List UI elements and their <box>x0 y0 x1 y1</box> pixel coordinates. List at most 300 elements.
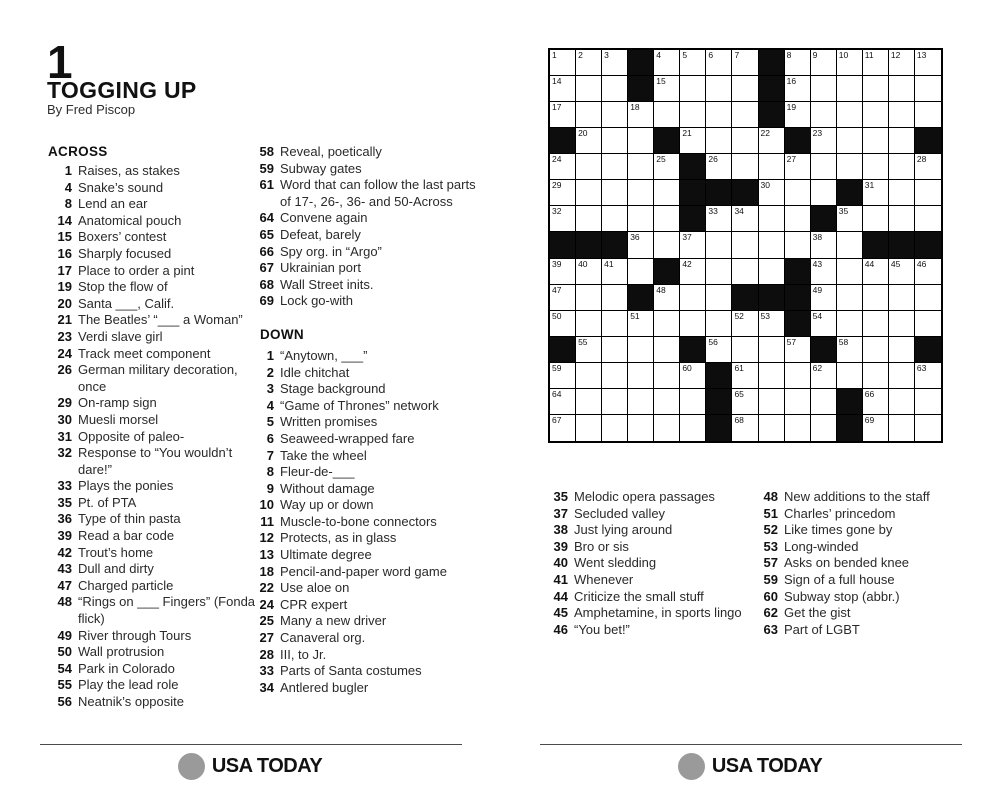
clue-number: 54 <box>57 660 72 676</box>
clue-item <box>40 628 268 645</box>
clue-item <box>252 464 484 481</box>
grid-cell[interactable] <box>654 415 680 441</box>
grid-cell[interactable] <box>785 206 811 232</box>
grid-cell-number: 28 <box>916 154 927 165</box>
clue-text: Part of LGBT <box>784 621 860 637</box>
clue-text: River through Tours <box>78 627 192 643</box>
grid-cell[interactable] <box>602 128 628 154</box>
grid-cell-number: 48 <box>656 284 666 295</box>
grid-cell[interactable] <box>732 154 758 180</box>
clue-text: New additions to the staff <box>784 489 930 504</box>
grid-cell[interactable] <box>863 389 889 415</box>
grid-cell[interactable] <box>732 311 758 337</box>
grid-cell[interactable] <box>837 363 863 389</box>
clue-text: Written promises <box>280 414 378 430</box>
grid-cell[interactable] <box>628 128 654 154</box>
grid-cell[interactable] <box>759 259 785 285</box>
grid-cell[interactable] <box>680 76 706 102</box>
grid-cell[interactable] <box>706 337 732 363</box>
grid-cell[interactable] <box>863 337 889 363</box>
grid-cell-black <box>785 128 811 154</box>
clue-number: 55 <box>57 677 72 693</box>
clue-item <box>252 244 484 261</box>
grid-cell[interactable] <box>602 337 628 363</box>
grid-cell-black <box>785 259 811 285</box>
grid-cell[interactable] <box>811 232 837 258</box>
grid-cell[interactable] <box>732 128 758 154</box>
grid-cell[interactable] <box>889 285 915 311</box>
clue-text: Wall Street inits. <box>280 276 374 292</box>
clue-number: 23 <box>57 328 72 344</box>
grid-cell[interactable] <box>811 363 837 389</box>
grid-cell[interactable] <box>785 415 811 441</box>
grid-cell-black <box>759 76 785 102</box>
grid-cell[interactable] <box>680 102 706 128</box>
grid-cell[interactable] <box>576 206 602 232</box>
grid-cell[interactable] <box>837 206 863 232</box>
grid-cell[interactable] <box>785 363 811 389</box>
grid-cell[interactable] <box>680 259 706 285</box>
clue-item <box>756 622 986 639</box>
grid-cell[interactable] <box>837 311 863 337</box>
grid-cell[interactable] <box>550 76 576 102</box>
grid-cell[interactable] <box>732 363 758 389</box>
clue-text: Neatnik’s opposite <box>78 694 184 709</box>
grid-cell[interactable] <box>889 389 915 415</box>
grid-cell[interactable] <box>759 128 785 154</box>
grid-cell[interactable] <box>576 363 602 389</box>
clue-number: 39 <box>553 538 568 554</box>
clue-number: 34 <box>259 679 274 695</box>
clue-text: Verdi slave girl <box>78 328 163 344</box>
clue-text: Convene again <box>280 210 368 226</box>
grid-cell[interactable] <box>628 337 654 363</box>
grid-cell[interactable] <box>837 50 863 76</box>
grid-cell-black <box>889 232 915 258</box>
grid-cell[interactable] <box>915 415 941 441</box>
clue-number: 67 <box>259 260 274 276</box>
grid-cell[interactable] <box>915 50 941 76</box>
clue-number: 53 <box>763 538 778 554</box>
grid-cell[interactable] <box>915 285 941 311</box>
grid-cell[interactable] <box>654 311 680 337</box>
grid-cell-number: 20 <box>578 128 588 139</box>
grid-cell[interactable] <box>889 337 915 363</box>
grid-cell[interactable] <box>628 102 654 128</box>
grid-cell[interactable] <box>732 259 758 285</box>
grid-cell[interactable] <box>706 259 732 285</box>
grid-cell-number: 8 <box>786 50 792 60</box>
clue-number: 57 <box>763 555 778 571</box>
grid-cell[interactable] <box>680 363 706 389</box>
grid-cell[interactable] <box>576 76 602 102</box>
grid-cell[interactable] <box>785 154 811 180</box>
grid-cell[interactable] <box>732 389 758 415</box>
grid-cell[interactable] <box>915 311 941 337</box>
grid-cell[interactable] <box>915 363 941 389</box>
grid-cell-number: 69 <box>864 414 875 425</box>
clue-number: 35 <box>553 489 568 504</box>
grid-cell[interactable] <box>863 180 889 206</box>
clue-text: Stop the flow of <box>78 279 168 295</box>
clue-text: Bro or sis <box>574 538 629 554</box>
grid-cell-number: 15 <box>656 76 666 87</box>
grid-cell[interactable] <box>628 232 654 258</box>
grid-cell[interactable] <box>654 389 680 415</box>
grid-cell[interactable] <box>811 154 837 180</box>
grid-cell[interactable] <box>680 389 706 415</box>
grid-cell[interactable] <box>863 50 889 76</box>
grid-cell[interactable] <box>680 285 706 311</box>
grid-cell[interactable] <box>889 259 915 285</box>
clue-item <box>40 511 268 528</box>
clue-number: 29 <box>57 395 72 411</box>
grid-cell[interactable] <box>654 76 680 102</box>
clue-item <box>40 312 268 329</box>
clue-number: 28 <box>259 646 274 662</box>
grid-cell[interactable] <box>732 415 758 441</box>
clue-item <box>252 448 484 465</box>
grid-cell[interactable] <box>863 206 889 232</box>
grid-cell[interactable] <box>759 180 785 206</box>
grid-cell[interactable] <box>706 154 732 180</box>
grid-cell[interactable] <box>863 415 889 441</box>
grid-cell-number: 51 <box>630 310 640 321</box>
grid-cell[interactable] <box>915 102 941 128</box>
grid-cell-black <box>915 232 941 258</box>
clue-number: 2 <box>266 364 274 380</box>
grid-cell[interactable] <box>550 206 576 232</box>
grid-cell[interactable] <box>759 415 785 441</box>
grid-cell-black <box>732 180 758 206</box>
grid-cell[interactable] <box>732 50 758 76</box>
grid-cell[interactable] <box>811 50 837 76</box>
clue-item <box>756 522 986 539</box>
grid-cell[interactable] <box>550 180 576 206</box>
grid-cell-number: 26 <box>708 154 718 165</box>
grid-cell[interactable] <box>863 285 889 311</box>
grid-cell[interactable] <box>576 102 602 128</box>
grid-cell-number: 42 <box>682 258 692 269</box>
clue-item <box>40 213 268 230</box>
clue-number: 13 <box>259 547 274 563</box>
grid-cell[interactable] <box>863 102 889 128</box>
clue-number: 49 <box>57 627 72 643</box>
grid-cell-number: 49 <box>812 284 823 295</box>
clue-number: 50 <box>57 644 72 660</box>
grid-cell[interactable] <box>811 259 837 285</box>
clue-item <box>40 561 268 578</box>
clue-item <box>546 555 774 572</box>
grid-cell[interactable] <box>759 232 785 258</box>
grid-cell[interactable] <box>550 389 576 415</box>
down-clues-cont-col2 <box>756 489 986 638</box>
grid-cell-number: 52 <box>734 310 744 321</box>
grid-cell[interactable] <box>889 311 915 337</box>
grid-cell[interactable] <box>863 128 889 154</box>
clue-number: 65 <box>259 226 274 242</box>
grid-cell[interactable] <box>602 415 628 441</box>
clue-item <box>756 605 986 622</box>
grid-cell[interactable] <box>654 232 680 258</box>
clue-number: 52 <box>763 522 778 538</box>
grid-cell[interactable] <box>889 206 915 232</box>
grid-cell[interactable] <box>915 154 941 180</box>
clue-item <box>252 293 484 310</box>
grid-cell[interactable] <box>628 415 654 441</box>
clue-text: Subway stop (abbr.) <box>784 588 900 604</box>
clue-number: 18 <box>259 563 274 579</box>
grid-cell[interactable] <box>628 259 654 285</box>
grid-cell[interactable] <box>550 102 576 128</box>
grid-cell[interactable] <box>811 311 837 337</box>
grid-cell[interactable] <box>889 76 915 102</box>
grid-cell[interactable] <box>602 50 628 76</box>
clue-number: 48 <box>763 489 778 504</box>
grid-cell[interactable] <box>811 285 837 311</box>
grid-cell[interactable] <box>889 50 915 76</box>
grid-cell[interactable] <box>576 259 602 285</box>
clue-item <box>756 539 986 556</box>
grid-cell[interactable] <box>915 389 941 415</box>
grid-cell-number: 30 <box>760 180 770 191</box>
grid-cell[interactable] <box>915 76 941 102</box>
grid-cell[interactable] <box>837 285 863 311</box>
grid-cell[interactable] <box>732 232 758 258</box>
grid-cell[interactable] <box>837 102 863 128</box>
grid-cell[interactable] <box>654 102 680 128</box>
puzzle-title: TOGGING UP <box>47 77 197 103</box>
grid-cell[interactable] <box>811 128 837 154</box>
grid-cell[interactable] <box>654 363 680 389</box>
grid-cell-number: 55 <box>578 336 588 347</box>
grid-cell[interactable] <box>628 363 654 389</box>
grid-cell[interactable] <box>550 363 576 389</box>
clue-number: 19 <box>57 279 72 295</box>
grid-cell[interactable] <box>785 180 811 206</box>
grid-cell[interactable] <box>550 311 576 337</box>
grid-cell[interactable] <box>785 389 811 415</box>
grid-cell[interactable] <box>889 415 915 441</box>
grid-cell[interactable] <box>811 180 837 206</box>
grid-cell[interactable] <box>732 337 758 363</box>
grid-cell[interactable] <box>811 415 837 441</box>
clue-item <box>252 597 484 614</box>
clue-text: Long-winded <box>784 538 859 554</box>
clue-text: Muesli morsel <box>78 411 159 427</box>
clue-text: German military decoration, once <box>78 362 238 394</box>
grid-cell[interactable] <box>706 285 732 311</box>
grid-cell[interactable] <box>785 337 811 363</box>
grid-cell[interactable] <box>576 415 602 441</box>
grid-cell[interactable] <box>576 154 602 180</box>
clue-text: Charles’ princedom <box>784 505 896 521</box>
clue-item <box>40 594 268 627</box>
grid-cell[interactable] <box>889 363 915 389</box>
grid-cell[interactable] <box>863 76 889 102</box>
grid-cell[interactable] <box>837 259 863 285</box>
grid-cell-number: 16 <box>786 76 797 87</box>
clue-text: Sign of a full house <box>784 571 895 587</box>
grid-cell[interactable] <box>680 128 706 154</box>
clue-text: Melodic opera passages <box>574 489 715 504</box>
grid-cell[interactable] <box>628 180 654 206</box>
grid-cell[interactable] <box>889 180 915 206</box>
grid-cell[interactable] <box>550 259 576 285</box>
grid-cell[interactable] <box>602 285 628 311</box>
grid-cell[interactable] <box>759 389 785 415</box>
grid-cell[interactable] <box>706 128 732 154</box>
grid-cell[interactable] <box>576 389 602 415</box>
grid-cell-black <box>550 232 576 258</box>
grid-cell[interactable] <box>576 311 602 337</box>
grid-cell-black <box>576 232 602 258</box>
clue-number: 36 <box>57 511 72 527</box>
grid-cell[interactable] <box>837 232 863 258</box>
grid-cell[interactable] <box>785 76 811 102</box>
clue-text: Defeat, barely <box>280 226 361 242</box>
grid-cell[interactable] <box>706 50 732 76</box>
grid-cell[interactable] <box>863 259 889 285</box>
grid-cell[interactable] <box>628 154 654 180</box>
clue-item <box>40 362 268 395</box>
grid-cell[interactable] <box>837 337 863 363</box>
grid-cell-number: 19 <box>786 102 797 113</box>
grid-cell[interactable] <box>706 311 732 337</box>
clue-text: Boxers’ contest <box>78 229 167 245</box>
grid-cell[interactable] <box>889 128 915 154</box>
grid-cell[interactable] <box>811 76 837 102</box>
grid-cell[interactable] <box>602 76 628 102</box>
grid-cell[interactable] <box>602 154 628 180</box>
grid-cell[interactable] <box>654 337 680 363</box>
grid-cell-number: 57 <box>786 336 797 347</box>
grid-cell[interactable] <box>706 76 732 102</box>
grid-cell[interactable] <box>759 311 785 337</box>
grid-cell[interactable] <box>915 180 941 206</box>
clue-number: 30 <box>57 411 72 427</box>
grid-cell[interactable] <box>628 311 654 337</box>
clue-item <box>252 144 484 161</box>
clue-text: Protects, as in glass <box>280 530 397 546</box>
clue-number: 47 <box>57 577 72 593</box>
clue-text: Get the gist <box>784 605 851 621</box>
grid-cell[interactable] <box>680 415 706 441</box>
clue-text: Reveal, poetically <box>280 144 382 159</box>
grid-cell[interactable] <box>602 180 628 206</box>
grid-cell[interactable] <box>602 311 628 337</box>
grid-cell[interactable] <box>863 154 889 180</box>
grid-cell-black <box>732 285 758 311</box>
grid-cell[interactable] <box>837 154 863 180</box>
grid-cell[interactable] <box>837 76 863 102</box>
grid-cell[interactable] <box>576 180 602 206</box>
grid-cell[interactable] <box>550 50 576 76</box>
grid-cell[interactable] <box>889 154 915 180</box>
grid-cell[interactable] <box>550 154 576 180</box>
clue-item <box>756 589 986 606</box>
grid-cell[interactable] <box>602 259 628 285</box>
clue-item <box>252 514 484 531</box>
clue-number: 69 <box>259 293 274 309</box>
grid-cell[interactable] <box>811 102 837 128</box>
footer-rule <box>40 744 462 745</box>
grid-cell[interactable] <box>602 389 628 415</box>
grid-cell[interactable] <box>654 206 680 232</box>
grid-cell[interactable] <box>654 285 680 311</box>
grid-cell-number: 35 <box>838 206 849 217</box>
grid-cell[interactable] <box>706 232 732 258</box>
grid-cell[interactable] <box>550 285 576 311</box>
grid-cell[interactable] <box>732 102 758 128</box>
clue-text: Raises, as stakes <box>78 163 180 178</box>
grid-cell[interactable] <box>706 102 732 128</box>
grid-cell[interactable] <box>576 50 602 76</box>
left-page-column-1 <box>40 143 268 711</box>
grid-cell[interactable] <box>889 102 915 128</box>
grid-cell[interactable] <box>837 128 863 154</box>
grid-cell[interactable] <box>785 102 811 128</box>
grid-cell[interactable] <box>811 389 837 415</box>
grid-cell[interactable] <box>785 50 811 76</box>
grid-cell[interactable] <box>759 337 785 363</box>
grid-cell[interactable] <box>680 50 706 76</box>
grid-cell[interactable] <box>576 337 602 363</box>
grid-cell[interactable] <box>628 206 654 232</box>
grid-cell[interactable] <box>915 259 941 285</box>
grid-cell-black <box>628 285 654 311</box>
usa-today-wordmark: USA TODAY <box>211 755 323 777</box>
grid-cell[interactable] <box>863 311 889 337</box>
clue-text: Pencil-and-paper word game <box>280 563 447 579</box>
clue-number: 40 <box>553 555 568 571</box>
clue-number: 60 <box>763 588 778 604</box>
clue-text: Track meet component <box>78 345 211 361</box>
grid-cell[interactable] <box>863 363 889 389</box>
grid-cell-black <box>550 128 576 154</box>
grid-cell[interactable] <box>706 206 732 232</box>
grid-cell[interactable] <box>785 232 811 258</box>
grid-cell[interactable] <box>759 363 785 389</box>
grid-cell[interactable] <box>602 102 628 128</box>
grid-cell[interactable] <box>602 206 628 232</box>
clue-item <box>252 630 484 647</box>
grid-cell[interactable] <box>680 311 706 337</box>
clue-text: Use aloe on <box>280 580 350 596</box>
grid-cell[interactable] <box>550 415 576 441</box>
grid-cell[interactable] <box>628 389 654 415</box>
grid-cell[interactable] <box>759 206 785 232</box>
grid-cell[interactable] <box>654 180 680 206</box>
clue-number: 48 <box>57 594 72 610</box>
clue-text: III, to Jr. <box>280 646 327 662</box>
clue-text: “You bet!” <box>574 621 630 637</box>
grid-cell[interactable] <box>602 363 628 389</box>
grid-cell[interactable] <box>654 154 680 180</box>
grid-cell-number: 60 <box>682 362 692 373</box>
grid-cell[interactable] <box>732 206 758 232</box>
grid-cell[interactable] <box>759 154 785 180</box>
grid-cell[interactable] <box>654 50 680 76</box>
grid-cell[interactable] <box>732 76 758 102</box>
grid-cell[interactable] <box>915 206 941 232</box>
clue-item <box>40 180 268 197</box>
grid-cell[interactable] <box>576 285 602 311</box>
grid-cell[interactable] <box>576 128 602 154</box>
grid-cell[interactable] <box>680 232 706 258</box>
clue-item <box>252 227 484 244</box>
down-heading: DOWN <box>260 326 304 342</box>
